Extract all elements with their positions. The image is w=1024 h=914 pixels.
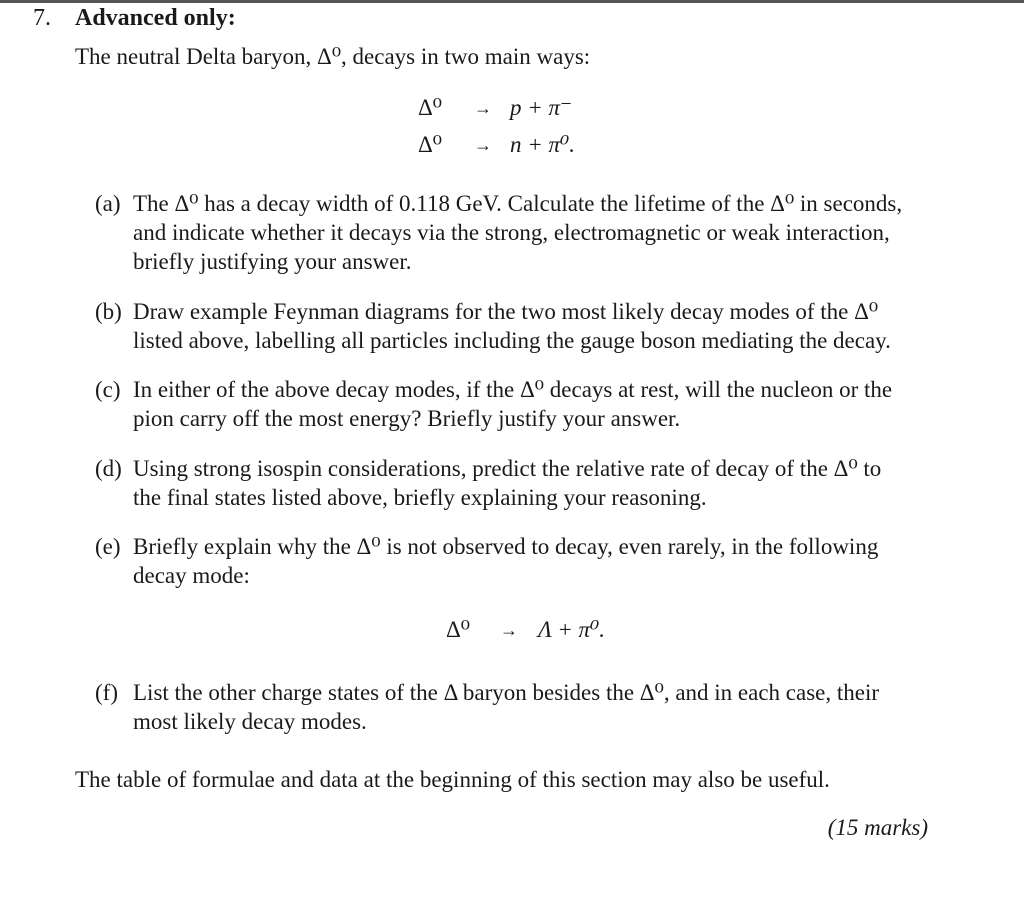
question-number: 7. [33, 5, 51, 31]
part-line: List the other charge states of the Δ baryon besides the Δ⁰, and in each case, their [133, 680, 880, 705]
decay-arrow: → [500, 620, 518, 640]
part-line: In either of the above decay modes, if the Δ⁰ decays at rest, will the nucleon or the [133, 377, 893, 402]
part-text [133, 189, 935, 276]
decay-arrow: → [474, 135, 492, 155]
part-a [95, 189, 935, 276]
part-line: decay mode: [133, 563, 250, 588]
part-label: (b) [95, 299, 122, 324]
part-line: the final states listed above, briefly explaining your reasoning. [133, 485, 707, 510]
closing-note: The table of formulae and data at the beginning of this section may also be useful. [75, 767, 830, 792]
part-line: most likely decay modes. [133, 709, 367, 734]
part-text [133, 375, 935, 433]
part-line: Briefly explain why the Δ⁰ is not observed to decay, even rarely, in the following [133, 534, 879, 559]
part-label: (c) [95, 377, 121, 402]
part-line: pion carry off the most energy? Briefly justify your answer. [133, 406, 681, 431]
decay-rhs: n + π⁰. [510, 132, 576, 157]
part-b [95, 297, 935, 355]
part-line: Draw example Feynman diagrams for the two most likely decay modes of the Δ⁰ [133, 299, 879, 324]
part-line: listed above, labelling all particles including the gauge boson mediating the decay. [133, 328, 891, 353]
part-line: and indicate whether it decays via the strong, electromagnetic or weak interaction, [133, 220, 890, 245]
part-d [95, 454, 935, 512]
decay-rhs: p + π⁻ [510, 95, 573, 120]
decay-equation-1 [418, 94, 618, 122]
marks-label: (15 marks) [827, 815, 928, 840]
part-f [95, 678, 935, 736]
part-label: (f) [95, 680, 118, 705]
part-text [133, 297, 935, 355]
part-text [133, 454, 935, 512]
question-intro: The neutral Delta baryon, Δ⁰, decays in two main ways: [75, 44, 591, 69]
part-line: briefly justifying your answer. [133, 249, 412, 274]
decay-lhs: Δ⁰ [418, 95, 443, 120]
decay-lhs: Δ⁰ [418, 132, 443, 157]
part-text [133, 678, 935, 736]
forbidden-decay-equation [446, 616, 646, 644]
top-rule [0, 0, 1024, 3]
part-label: (e) [95, 534, 121, 559]
decay-arrow: → [474, 98, 492, 118]
decay-rhs: Λ + π⁰. [538, 617, 605, 642]
part-line: Using strong isospin considerations, predict the relative rate of decay of the Δ⁰ to [133, 456, 882, 481]
part-label: (d) [95, 456, 122, 481]
decay-lhs: Δ⁰ [446, 617, 471, 642]
decay-equation-2 [418, 131, 618, 159]
part-e [95, 532, 935, 590]
part-line: The Δ⁰ has a decay width of 0.118 GeV. Calculate the lifetime of the Δ⁰ in seconds, [133, 191, 903, 216]
part-c [95, 375, 935, 433]
part-label: (a) [95, 191, 121, 216]
question-title: Advanced only: [75, 5, 236, 31]
part-text [133, 532, 935, 590]
